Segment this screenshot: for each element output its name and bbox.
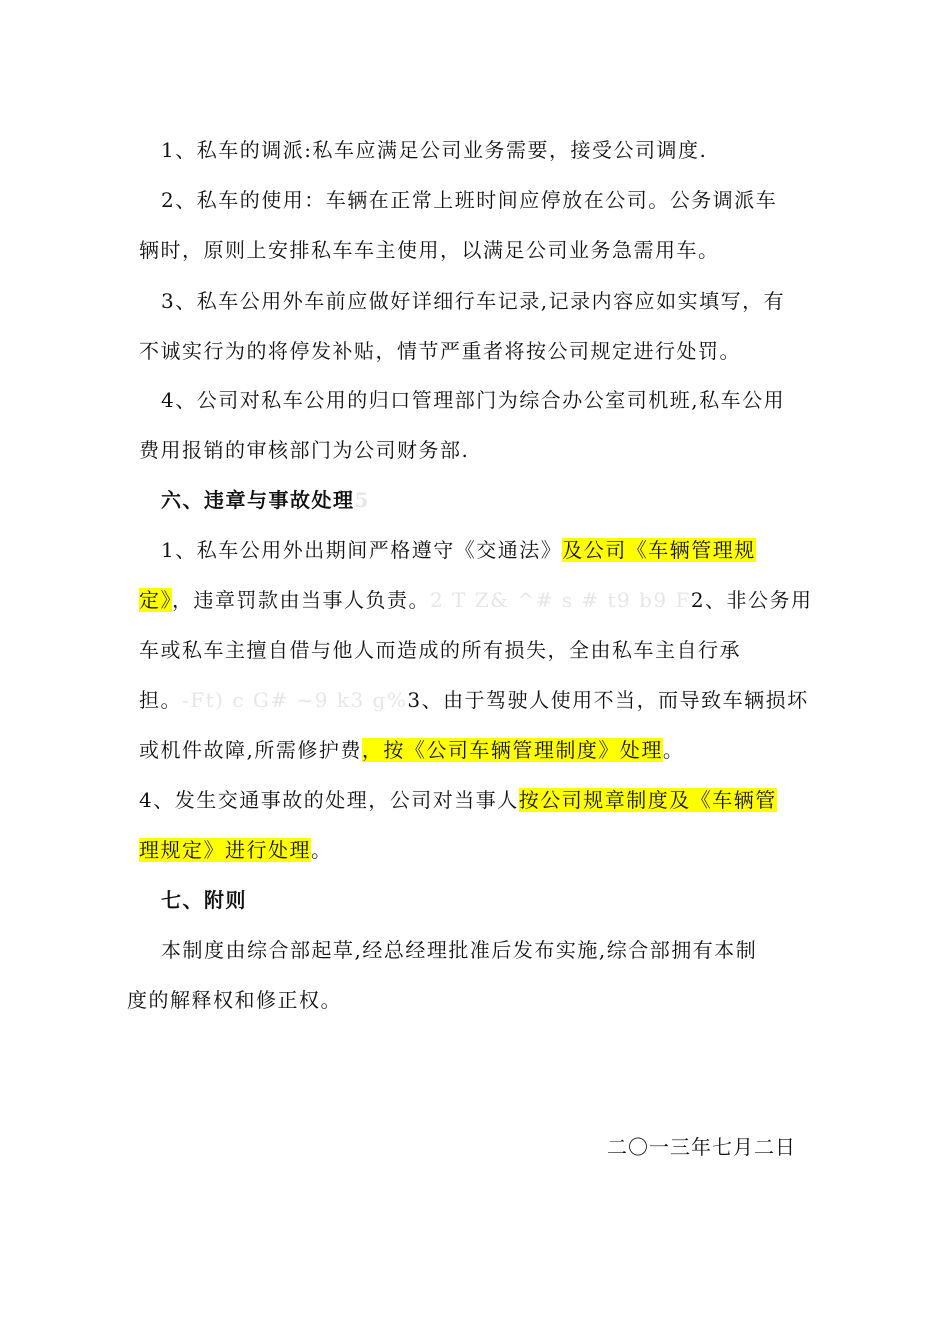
s6-l6-highlight: 按公司规章制度及《车辆管 xyxy=(518,788,777,812)
section-7-heading: 七、附则 xyxy=(161,888,247,912)
s6-l1-highlight: 及公司《车辆管理规 xyxy=(562,538,756,562)
s6-l5-highlight: ，按《公司车辆管理制度》处理 xyxy=(361,738,663,762)
paragraph-3-line-1: 3、私车公用外车前应做好详细行车记录,记录内容应如实填写，有 xyxy=(161,289,786,313)
section-6-line-4 xyxy=(139,686,809,714)
section-6-line-7 xyxy=(139,836,333,864)
s6-l2-highlight: 定》 xyxy=(139,588,172,612)
paragraph-1: 1、私车的调派:私车应满足公司业务需要，接受公司调度. xyxy=(161,138,708,162)
section-6-heading xyxy=(161,486,370,514)
paragraph-4-line-1: 4、公司对私车公用的归口管理部门为综合办公室司机班,私车公用 xyxy=(161,388,786,412)
paragraph-3-line-2: 不诚实行为的将停发补贴，情节严重者将按公司规定进行处罚。 xyxy=(139,339,741,363)
paragraph-2-line-2: 辆时，原则上安排私车车主使用，以满足公司业务急需用车。 xyxy=(139,238,720,262)
section-6-heading-faint: 5 xyxy=(354,488,370,512)
section-6-line-2 xyxy=(139,586,813,614)
s6-l2-plain: ，违章罚款由当事人负责。 xyxy=(172,588,430,612)
paragraph-4-line-2: 费用报销的审核部门为公司财务部. xyxy=(139,438,470,462)
s6-l7-end: 。 xyxy=(311,838,333,862)
s6-l4-faint: -Ft) c G# ~9 k3 g% xyxy=(182,688,408,712)
s6-l1-plain: 1、私车公用外出期间严格遵守《交通法》 xyxy=(161,538,563,562)
s6-l2-faint: 2 T Z& ^# s # t9 b9 F xyxy=(430,588,691,612)
document-date: 二〇一三年七月二日 xyxy=(607,1135,796,1159)
section-6-line-1 xyxy=(161,536,756,564)
s6-l4-tail: 3、由于驾驶人使用不当，而导致车辆损坏 xyxy=(407,688,809,712)
section-6-line-5 xyxy=(139,736,684,764)
s6-l2-tail: 2、非公务用 xyxy=(690,588,813,612)
section-7-line-1: 本制度由综合部起草,经总经理批准后发布实施,综合部拥有本制 xyxy=(161,938,758,962)
section-6-line-3: 车或私车主擅自借与他人而造成的所有损失，全由私车主自行承 xyxy=(139,638,741,662)
s6-l7-highlight: 理规定》进行处理 xyxy=(139,838,311,862)
s6-l6-plain: 4、发生交通事故的处理，公司对当事人 xyxy=(139,788,519,812)
s6-l5-end: 。 xyxy=(662,738,685,762)
paragraph-2-line-1: 2、私车的使用：车辆在正常上班时间应停放在公司。公务调派车 xyxy=(161,188,778,212)
section-7-line-2: 度的解释权和修正权。 xyxy=(127,988,342,1012)
section-6-line-6 xyxy=(139,786,777,814)
section-6-heading-text: 六、违章与事故处理 xyxy=(161,488,355,512)
s6-l4-plain: 担。 xyxy=(139,688,182,712)
s6-l5-plain: 或机件故障,所需修护费 xyxy=(139,738,362,762)
